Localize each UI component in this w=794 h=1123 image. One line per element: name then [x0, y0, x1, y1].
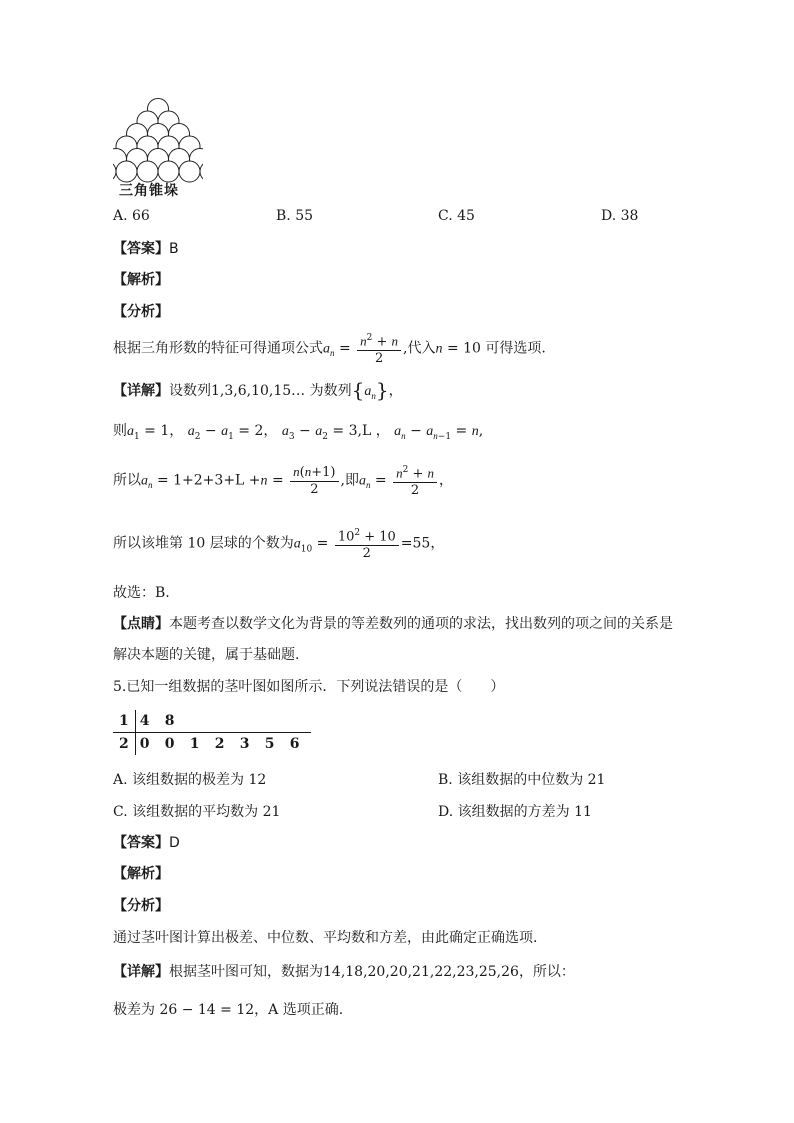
- range-post: ，A 选项正确.: [254, 1002, 344, 1018]
- fenxi-mid: ,代入: [403, 340, 436, 357]
- q5-option-c: C. 该组数据的平均数为 21: [113, 804, 281, 820]
- detail-pre: 设数列: [169, 383, 211, 399]
- formula-an: $\frac{n^2 + n}{2}$: [357, 330, 401, 367]
- q5-option-a: A. 该组数据的极差为 12: [113, 772, 267, 788]
- q4-fenxi-line: 根据三角形数的特征可得通项公式$a_n$ = $\frac{n^2 + n}{2}$ ,代入n = 10 可得选项.: [113, 330, 546, 367]
- answer-tag: 【答案】: [113, 241, 169, 257]
- ball: [137, 161, 158, 182]
- q4-dianjing-line2: 解决本题的关键，属于基础题.: [113, 647, 300, 663]
- ball: [179, 161, 200, 182]
- q4-dianjing-line1: [113, 613, 673, 633]
- q4-option-c: C. 45: [438, 208, 475, 224]
- stemleaf-row: [113, 710, 311, 733]
- ball: [158, 161, 179, 182]
- formula-a10: $\frac{10^2 + 10}{2}$: [335, 525, 399, 562]
- q5-option-b: B. 该组数据的中位数为 21: [438, 772, 606, 788]
- formula-an-2: $\frac{n^2 + n}{2}$: [393, 462, 437, 499]
- leaf-value: 3: [239, 736, 250, 752]
- range-expr: 26 − 14 = 12: [159, 1002, 255, 1018]
- answer-value: D: [169, 835, 180, 851]
- data-list: 14,18,20,20,21,22,23,25,26: [323, 964, 519, 980]
- range-pre: 极差为: [113, 1002, 155, 1018]
- q4-option-d: D. 38: [601, 208, 639, 224]
- q4-recurrence-line: 则$a_1 = 1$， $a_2 - a_1 = 2$， $a_3 - a_2 = 3,L$ ， $a_n - a_{n-1} = n$,: [113, 423, 484, 442]
- q4-sum-line: 所以$a_n = 1+2+3+L +n$ = $\frac{n(n+1)}{2}$ ,即$a_n$ = $\frac{n^2 + n}{2}$ ，: [113, 463, 453, 499]
- ball-pyramid-figure: [113, 97, 203, 201]
- dianjing-tag: 【点睛】: [113, 616, 169, 632]
- q4-fenxi-tag: 【分析】: [113, 304, 169, 320]
- line-ze: 则: [113, 423, 127, 439]
- detail-tag: 【详解】: [113, 964, 169, 980]
- stem-value: 1: [113, 710, 135, 733]
- line-suoyi: 所以: [113, 472, 141, 489]
- detail-mid: 为数列: [309, 383, 352, 399]
- q4-count-line: 所以该堆第 10 层球的个数为$a_{10}$ = $\frac{10^2 + 10}{2}$ =55，: [113, 525, 444, 562]
- leaf-value: 6: [289, 736, 300, 752]
- q5-range-line: [113, 999, 343, 1019]
- q5-fenxi-tag: 【分析】: [113, 898, 169, 914]
- q5-detail-line: [113, 961, 575, 981]
- q4-answer: [113, 238, 179, 258]
- stemleaf-row: [113, 733, 311, 756]
- line-ji: ,即: [340, 472, 359, 489]
- leaf-value: 1: [189, 736, 200, 752]
- stem-leaf-plot: [113, 710, 311, 755]
- q5-answer: [113, 832, 180, 852]
- q4-detail-line: 【详解】设数列1,3,6,10,15… 为数列$\{a_n\}$，: [113, 378, 403, 402]
- detail-pre: 根据茎叶图可知，数据为: [169, 964, 323, 980]
- dianjing-l1: 本题考查以数学文化为背景的等差数列的通项的求法，找出数列的项之间的关系是: [169, 616, 673, 632]
- leaf-value: 0: [164, 736, 175, 752]
- line-count-pre: 所以该堆第 10 层球的个数为: [113, 535, 294, 552]
- stem-value: 2: [113, 733, 135, 756]
- q5-option-d: D. 该组数据的方差为 11: [438, 804, 592, 820]
- count-result: =55: [400, 535, 431, 552]
- fenxi-text: 根据三角形数的特征可得通项公式: [113, 340, 323, 357]
- ball-pyramid-drawing: [113, 97, 203, 183]
- detail-post: ，所以：: [518, 964, 575, 980]
- q4-analysis-tag: 【解析】: [113, 272, 169, 288]
- q5-analysis-tag: 【解析】: [113, 866, 169, 882]
- leaf-value: 0: [139, 736, 150, 752]
- q4-conclusion: 故选：B.: [113, 585, 170, 601]
- fenxi-post: 可得选项.: [485, 340, 546, 357]
- sequence: 1,3,6,10,15…: [211, 383, 306, 399]
- leaf-value: 8: [161, 710, 186, 733]
- detail-tag: 【详解】: [113, 383, 169, 399]
- leaf-value: 2: [214, 736, 225, 752]
- q5-fenxi-text: 通过茎叶图计算出极差、中位数、平均数和方差，由此确定正确选项.: [113, 930, 538, 946]
- q4-option-b: B. 55: [276, 208, 314, 224]
- answer-value: B: [169, 241, 179, 257]
- q4-option-a: A. 66: [113, 208, 150, 224]
- figure-caption: 三角锥垛: [119, 183, 179, 199]
- leaf-value: 5: [264, 736, 275, 752]
- q5-stem: 5.已知一组数据的茎叶图如图所示．下列说法错误的是（ ）: [113, 679, 505, 695]
- leaf-value: 4: [135, 710, 161, 733]
- ball: [116, 161, 137, 182]
- formula-sum: $\frac{n(n+1)}{2}$: [290, 464, 338, 498]
- answer-tag: 【答案】: [113, 835, 169, 851]
